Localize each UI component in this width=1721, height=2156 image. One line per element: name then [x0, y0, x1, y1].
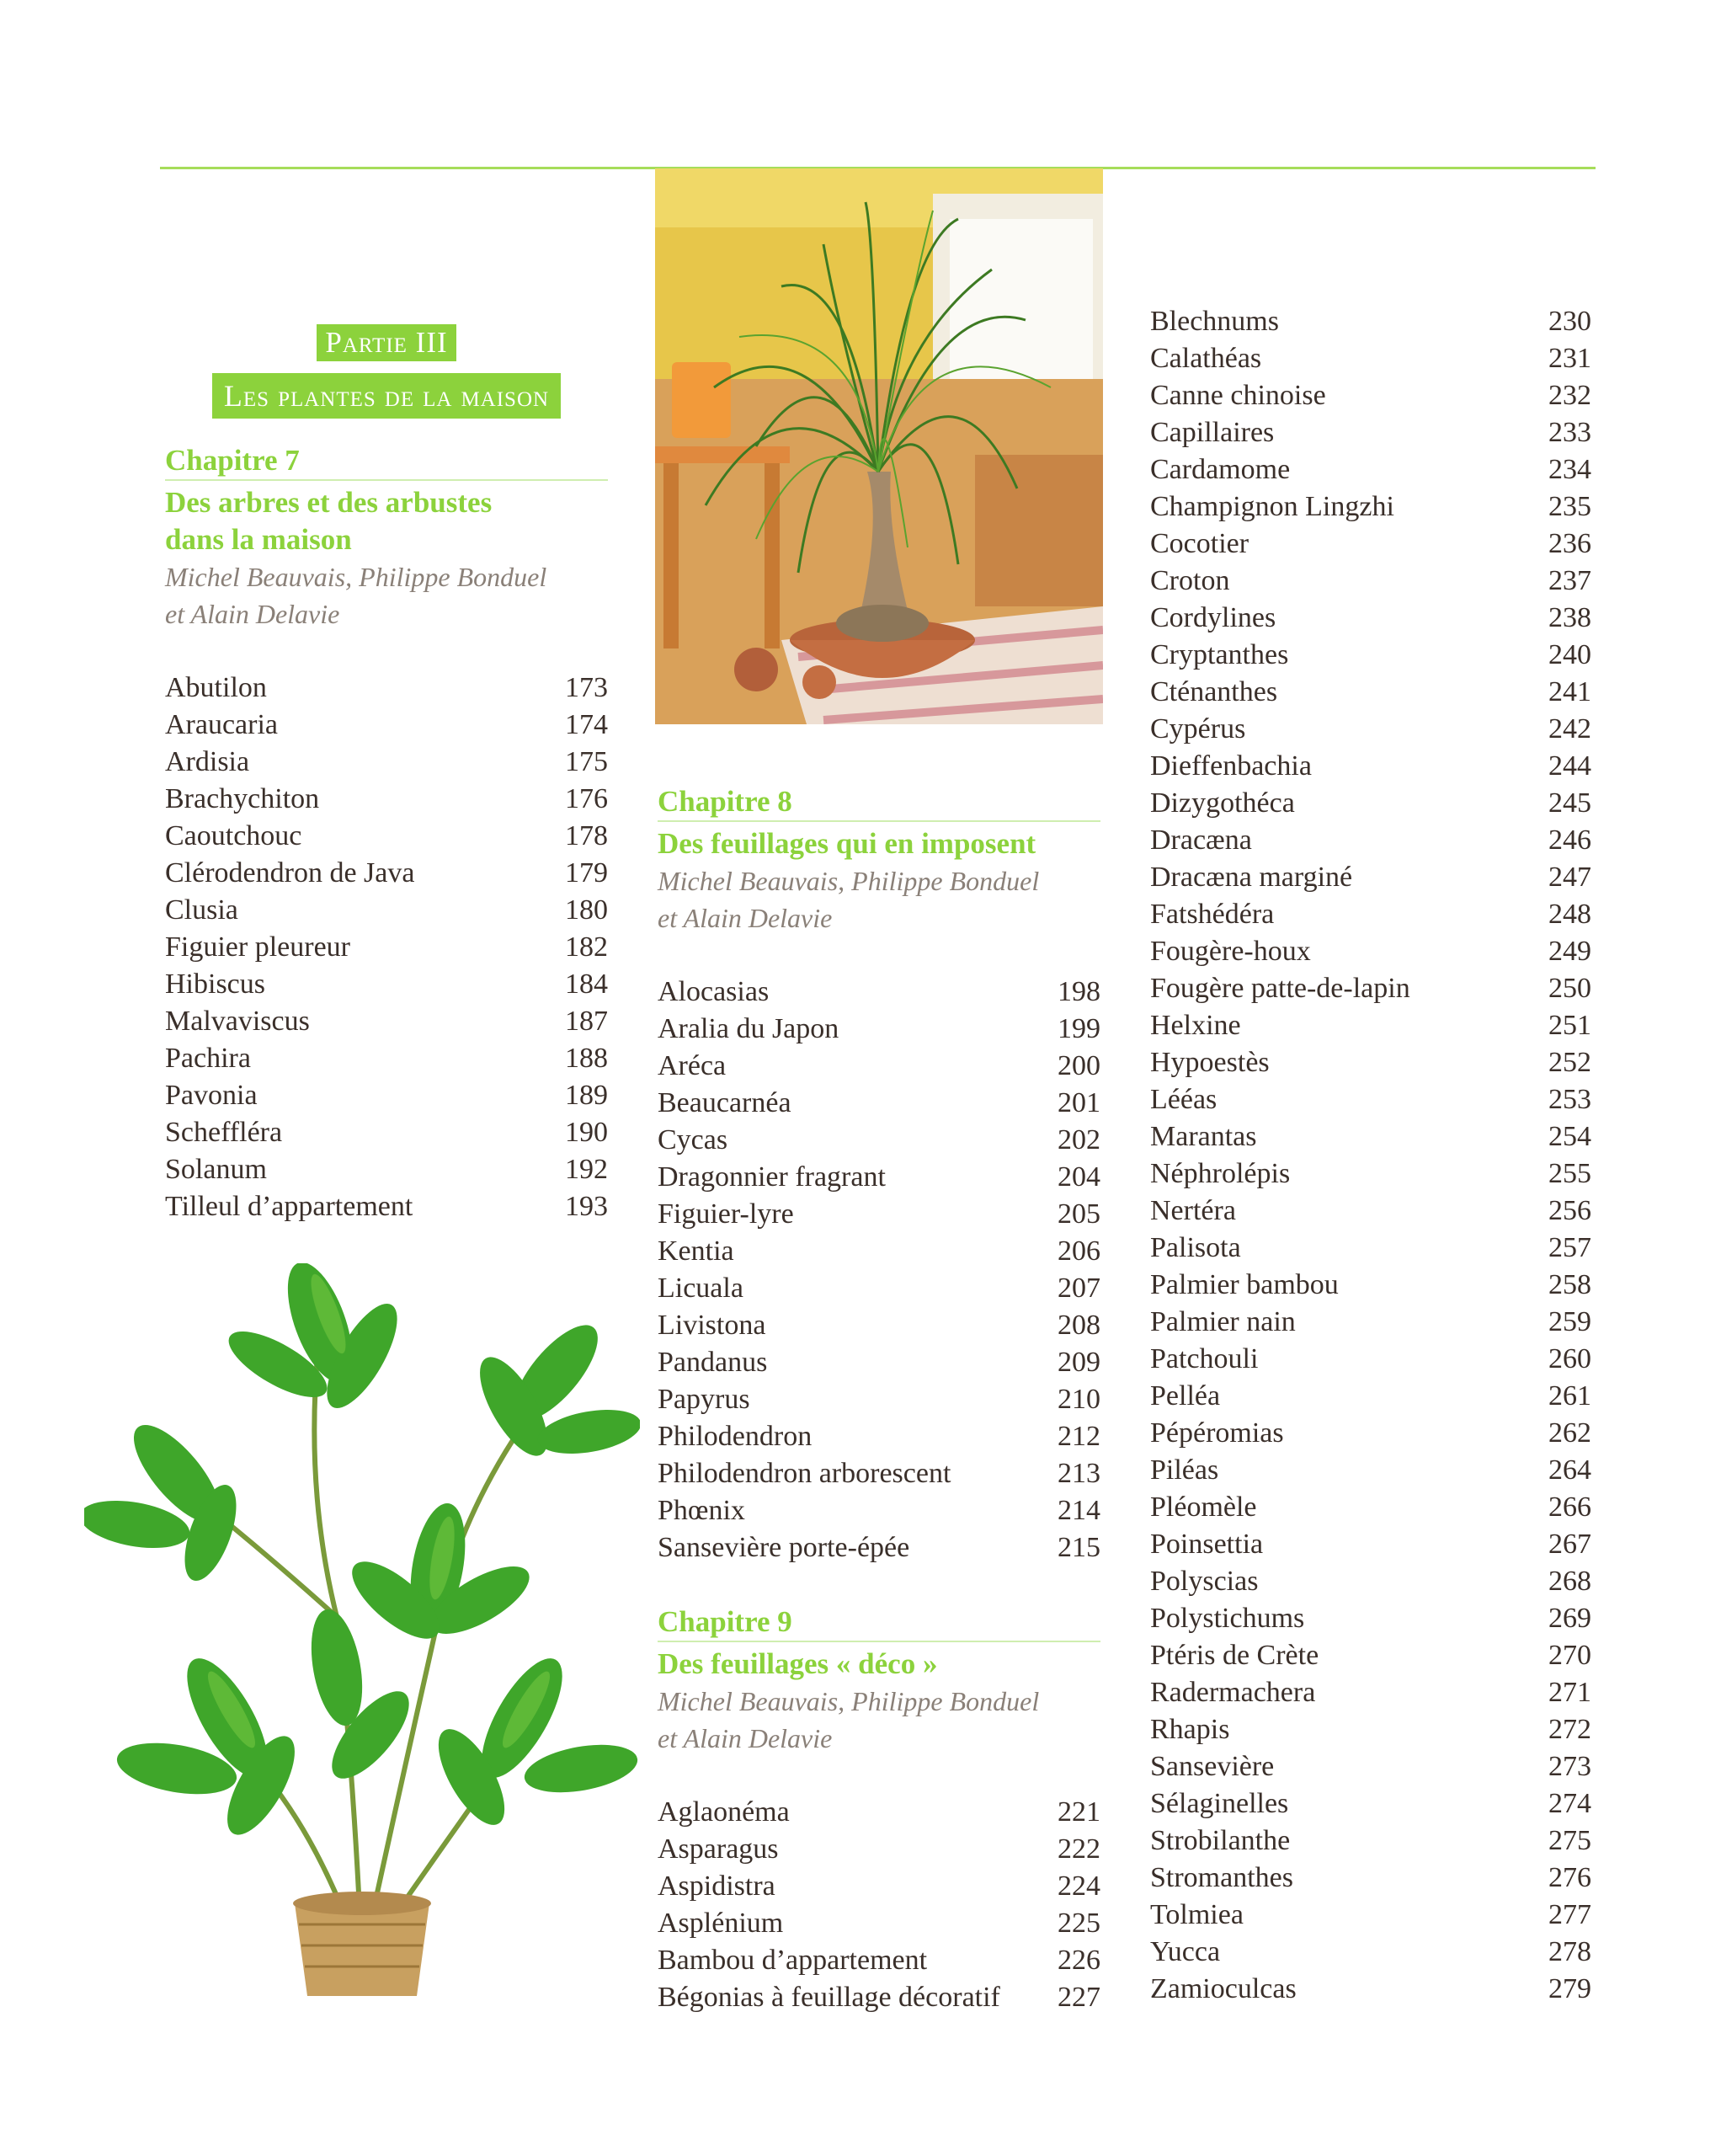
entry-list: [658, 974, 1100, 1566]
toc-entry: [1150, 1341, 1591, 1378]
toc-entry: [1150, 526, 1591, 563]
entry-name: Ptéris de Crète: [1150, 1640, 1319, 1671]
entry-name: Cténanthes: [1150, 676, 1278, 707]
entry-name: Dieffenbachia: [1150, 750, 1312, 782]
entry-name: Palisota: [1150, 1232, 1241, 1263]
entry-name: Cypérus: [1150, 713, 1246, 744]
entry-name: Phœnix: [658, 1495, 745, 1526]
chapter-label: Chapitre 9: [658, 1605, 792, 1638]
toc-entry: [1150, 1971, 1591, 2008]
entry-page-number: 269: [1548, 1603, 1591, 1634]
entry-page-number: 180: [565, 894, 608, 926]
toc-entry: [1150, 1081, 1591, 1118]
toc-entry: [658, 1159, 1100, 1196]
entry-name: Strobilanthe: [1150, 1825, 1291, 1856]
toc-entry: [658, 1233, 1100, 1270]
toc-entry: [658, 1122, 1100, 1159]
entry-page-number: 232: [1548, 380, 1591, 411]
entry-list: [1150, 303, 1591, 2008]
entry-name: Zamioculcas: [1150, 1973, 1297, 2004]
toc-entry: [658, 1455, 1100, 1492]
entry-name: Ardisia: [165, 746, 250, 777]
toc-entry: [165, 929, 608, 966]
entry-name: Aralia du Japon: [658, 1013, 839, 1044]
entry-name: Radermachera: [1150, 1677, 1316, 1708]
entry-page-number: 227: [1058, 1982, 1100, 2013]
entry-page-number: 248: [1548, 899, 1591, 930]
toc-entry: [658, 1794, 1100, 1831]
entry-name: Licuala: [658, 1273, 743, 1304]
chapter-authors: Michel Beauvais, Philippe Bonduel: [165, 562, 547, 592]
entry-page-number: 192: [565, 1154, 608, 1185]
entry-page-number: 257: [1548, 1232, 1591, 1263]
entry-page-number: 210: [1058, 1384, 1100, 1415]
entry-page-number: 237: [1548, 565, 1591, 596]
entry-page-number: 225: [1058, 1908, 1100, 1939]
entry-page-number: 278: [1548, 1936, 1591, 1967]
toc-entry: [165, 1151, 608, 1188]
toc-entry: [165, 1077, 608, 1114]
entry-name: Araucaria: [165, 709, 279, 740]
entry-name: Pachira: [165, 1043, 251, 1074]
toc-entry: [165, 818, 608, 855]
entry-page-number: 235: [1548, 491, 1591, 522]
toc-entry: [658, 1270, 1100, 1307]
entry-name: Hibiscus: [165, 969, 265, 1000]
entry-page-number: 204: [1058, 1161, 1100, 1193]
entry-name: Bambou d’appartement: [658, 1945, 928, 1976]
entry-page-number: 274: [1548, 1788, 1591, 1819]
entry-name: Philodendron: [658, 1421, 813, 1452]
toc-entry: [658, 1085, 1100, 1122]
entry-page-number: 270: [1548, 1640, 1591, 1671]
entry-name: Croton: [1150, 565, 1230, 596]
toc-entry: [165, 744, 608, 781]
entry-name: Cardamome: [1150, 454, 1291, 485]
entry-page-number: 279: [1548, 1973, 1591, 2004]
toc-entry: [658, 1529, 1100, 1566]
chapter-authors: et Alain Delavie: [165, 599, 340, 629]
entry-list: [658, 1794, 1100, 2016]
entry-page-number: 201: [1058, 1087, 1100, 1118]
toc-entry: [1150, 970, 1591, 1007]
entry-page-number: 251: [1548, 1010, 1591, 1041]
toc-entry: [1150, 674, 1591, 711]
chapter-9-continued-column: [1150, 303, 1591, 2008]
entry-page-number: 188: [565, 1043, 608, 1074]
entry-page-number: 271: [1548, 1677, 1591, 1708]
toc-entry: [658, 1048, 1100, 1085]
entry-page-number: 260: [1548, 1343, 1591, 1374]
entry-page-number: 256: [1548, 1195, 1591, 1226]
entry-name: Poinsettia: [1150, 1529, 1264, 1560]
toc-entry: [1150, 1637, 1591, 1674]
entry-name: Clusia: [165, 894, 238, 926]
entry-name: Néphrolépis: [1150, 1158, 1291, 1189]
entry-page-number: 189: [565, 1080, 608, 1111]
entry-name: Caoutchouc: [165, 820, 302, 851]
entry-name: Clérodendron de Java: [165, 857, 415, 889]
chapter-authors: et Alain Delavie: [658, 903, 833, 933]
entry-page-number: 178: [565, 820, 608, 851]
toc-entry: [1150, 414, 1591, 451]
entry-page-number: 187: [565, 1006, 608, 1037]
chapter-rule: [165, 479, 608, 481]
toc-entry: [1150, 1563, 1591, 1600]
entry-name: Capillaires: [1150, 417, 1275, 448]
toc-entry: [658, 1344, 1100, 1381]
entry-page-number: 273: [1548, 1751, 1591, 1782]
entry-name: Papyrus: [658, 1384, 750, 1415]
toc-entry: [1150, 1600, 1591, 1637]
chapter-8-9-column: [658, 783, 1100, 2016]
toc-entry: [658, 1942, 1100, 1979]
part-title: Les plantes de la maison: [212, 373, 561, 419]
toc-entry: [1150, 1118, 1591, 1155]
toc-entry: [658, 1868, 1100, 1905]
toc-entry: [165, 966, 608, 1003]
chapter-rule: [658, 820, 1100, 822]
entry-page-number: 272: [1548, 1714, 1591, 1745]
entry-page-number: 209: [1058, 1347, 1100, 1378]
entry-name: Lééas: [1150, 1084, 1217, 1115]
chapter-title: Des feuillages « déco »: [658, 1647, 938, 1680]
entry-page-number: 213: [1058, 1458, 1100, 1489]
entry-page-number: 175: [565, 746, 608, 777]
entry-name: Fougère-houx: [1150, 936, 1311, 967]
entry-name: Cycas: [658, 1124, 728, 1155]
toc-entry: [1150, 1785, 1591, 1822]
toc-entry: [1150, 563, 1591, 600]
entry-page-number: 277: [1548, 1899, 1591, 1930]
chapter-label: Chapitre 7: [165, 444, 300, 477]
entry-name: Pavonia: [165, 1080, 258, 1111]
entry-page-number: 173: [565, 672, 608, 703]
entry-page-number: 222: [1058, 1833, 1100, 1865]
chapter-rule: [658, 1641, 1100, 1642]
chapter-title: dans la maison: [165, 523, 352, 556]
entry-name: Marantas: [1150, 1121, 1257, 1152]
entry-name: Dragonnier fragrant: [658, 1161, 886, 1193]
entry-page-number: 200: [1058, 1050, 1100, 1081]
toc-entry: [658, 1011, 1100, 1048]
toc-entry: [658, 1381, 1100, 1418]
entry-page-number: 233: [1548, 417, 1591, 448]
toc-entry: [1150, 1711, 1591, 1748]
ponytail-palm-photo: [655, 168, 1103, 724]
entry-name: Sélaginelles: [1150, 1788, 1289, 1819]
toc-entry: [1150, 1489, 1591, 1526]
entry-name: Brachychiton: [165, 783, 320, 814]
potted-schefflera-photo: [84, 1263, 640, 2004]
entry-page-number: 258: [1548, 1269, 1591, 1300]
toc-entry: [165, 1040, 608, 1077]
entry-name: Dizygothéca: [1150, 787, 1295, 819]
toc-entry: [1150, 1193, 1591, 1230]
entry-page-number: 249: [1548, 936, 1591, 967]
entry-name: Polyscias: [1150, 1566, 1259, 1597]
entry-name: Canne chinoise: [1150, 380, 1326, 411]
entry-name: Yucca: [1150, 1936, 1221, 1967]
entry-name: Bégonias à feuillage décoratif: [658, 1982, 1000, 2013]
toc-entry: [1150, 637, 1591, 674]
toc-entry: [1150, 1007, 1591, 1044]
toc-entry: [658, 1196, 1100, 1233]
entry-page-number: 182: [565, 931, 608, 963]
entry-page-number: 207: [1058, 1273, 1100, 1304]
entry-name: Cordylines: [1150, 602, 1276, 633]
entry-page-number: 234: [1548, 454, 1591, 485]
entry-name: Livistona: [658, 1310, 766, 1341]
toc-entry: [165, 1188, 608, 1225]
entry-page-number: 253: [1548, 1084, 1591, 1115]
toc-entry: [1150, 1267, 1591, 1304]
entry-name: Piléas: [1150, 1454, 1219, 1486]
entry-name: Dracæna: [1150, 825, 1252, 856]
entry-name: Scheffléra: [165, 1117, 283, 1148]
toc-entry: [1150, 822, 1591, 859]
toc-entry: [165, 1003, 608, 1040]
entry-page-number: 179: [565, 857, 608, 889]
toc-entry: [1150, 1526, 1591, 1563]
entry-name: Fatshédéra: [1150, 899, 1275, 930]
entry-name: Nertéra: [1150, 1195, 1236, 1226]
toc-entry: [1150, 1860, 1591, 1897]
entry-name: Figuier pleureur: [165, 931, 350, 963]
entry-name: Sansevière porte-épée: [658, 1532, 910, 1563]
entry-page-number: 266: [1548, 1492, 1591, 1523]
toc-entry: [1150, 340, 1591, 377]
toc-entry: [1150, 748, 1591, 785]
entry-page-number: 252: [1548, 1047, 1591, 1078]
entry-name: Pandanus: [658, 1347, 768, 1378]
toc-entry: [165, 781, 608, 818]
toc-entry: [658, 1418, 1100, 1455]
chapter-label: Chapitre 8: [658, 785, 792, 818]
entry-page-number: 240: [1548, 639, 1591, 670]
entry-page-number: 254: [1548, 1121, 1591, 1152]
entry-page-number: 206: [1058, 1235, 1100, 1267]
entry-page-number: 241: [1548, 676, 1591, 707]
entry-page-number: 261: [1548, 1380, 1591, 1412]
entry-page-number: 221: [1058, 1796, 1100, 1828]
toc-entry: [165, 670, 608, 707]
toc-entry: [658, 1905, 1100, 1942]
entry-page-number: 259: [1548, 1306, 1591, 1337]
entry-name: Aspidistra: [658, 1870, 775, 1902]
entry-page-number: 264: [1548, 1454, 1591, 1486]
toc-entry: [1150, 1415, 1591, 1452]
chapter-title: Des arbres et des arbustes: [165, 486, 493, 519]
toc-entry: [165, 855, 608, 892]
entry-name: Champignon Lingzhi: [1150, 491, 1394, 522]
entry-page-number: 190: [565, 1117, 608, 1148]
entry-name: Calathéas: [1150, 343, 1262, 374]
entry-name: Stromanthes: [1150, 1862, 1293, 1893]
toc-entry: [1150, 377, 1591, 414]
entry-name: Blechnums: [1150, 306, 1279, 337]
entry-page-number: 236: [1548, 528, 1591, 559]
toc-entry: [1150, 488, 1591, 526]
toc-entry: [658, 1307, 1100, 1344]
toc-entry: [658, 1492, 1100, 1529]
chapter-authors: Michel Beauvais, Philippe Bonduel: [658, 866, 1040, 896]
toc-entry: [1150, 1897, 1591, 1934]
toc-entry: [1150, 1044, 1591, 1081]
toc-entry: [1150, 1822, 1591, 1860]
toc-entry: [1150, 896, 1591, 933]
entry-name: Cryptanthes: [1150, 639, 1289, 670]
chapter-authors: Michel Beauvais, Philippe Bonduel: [658, 1686, 1040, 1716]
toc-entry: [165, 892, 608, 929]
entry-name: Kentia: [658, 1235, 734, 1267]
toc-entry: [1150, 1452, 1591, 1489]
entry-page-number: 205: [1058, 1198, 1100, 1230]
entry-name: Patchouli: [1150, 1343, 1259, 1374]
toc-entry: [1150, 1230, 1591, 1267]
entry-name: Figuier-lyre: [658, 1198, 794, 1230]
entry-name: Pépéromias: [1150, 1417, 1284, 1449]
entry-page-number: 238: [1548, 602, 1591, 633]
toc-entry: [658, 1979, 1100, 2016]
toc-entry: [1150, 600, 1591, 637]
entry-page-number: 276: [1548, 1862, 1591, 1893]
entry-page-number: 214: [1058, 1495, 1100, 1526]
entry-page-number: 224: [1058, 1870, 1100, 1902]
toc-entry: [1150, 933, 1591, 970]
entry-name: Pléomèle: [1150, 1492, 1257, 1523]
entry-page-number: 174: [565, 709, 608, 740]
entry-page-number: 199: [1058, 1013, 1100, 1044]
entry-page-number: 212: [1058, 1421, 1100, 1452]
entry-page-number: 267: [1548, 1529, 1591, 1560]
entry-page-number: 208: [1058, 1310, 1100, 1341]
entry-name: Beaucarnéa: [658, 1087, 791, 1118]
chapter-authors: et Alain Delavie: [658, 1723, 833, 1753]
entry-name: Malvaviscus: [165, 1006, 310, 1037]
toc-entry: [165, 1114, 608, 1151]
entry-name: Sansevière: [1150, 1751, 1275, 1782]
entry-page-number: 242: [1548, 713, 1591, 744]
entry-page-number: 198: [1058, 976, 1100, 1007]
toc-entry: [658, 1831, 1100, 1868]
entry-page-number: 275: [1548, 1825, 1591, 1856]
entry-page-number: 245: [1548, 787, 1591, 819]
toc-entry: [1150, 1748, 1591, 1785]
entry-name: Aglaonéma: [658, 1796, 790, 1828]
entry-page-number: 268: [1548, 1566, 1591, 1597]
entry-name: Aréca: [658, 1050, 727, 1081]
entry-name: Philodendron arborescent: [658, 1458, 951, 1489]
chapter-title: Des feuillages qui en imposent: [658, 827, 1036, 860]
toc-entry: [1150, 1674, 1591, 1711]
entry-name: Dracæna marginé: [1150, 862, 1353, 893]
chapter-7-column: [165, 324, 608, 1225]
entry-page-number: 226: [1058, 1945, 1100, 1976]
entry-name: Cocotier: [1150, 528, 1249, 559]
entry-name: Alocasias: [658, 976, 770, 1007]
entry-page-number: 184: [565, 969, 608, 1000]
entry-name: Solanum: [165, 1154, 267, 1185]
toc-entry: [1150, 711, 1591, 748]
toc-entry: [1150, 451, 1591, 488]
entry-name: Pelléa: [1150, 1380, 1221, 1412]
entry-page-number: 231: [1548, 343, 1591, 374]
entry-name: Fougère patte-de-lapin: [1150, 973, 1410, 1004]
entry-page-number: 176: [565, 783, 608, 814]
toc-entry: [1150, 1378, 1591, 1415]
entry-name: Helxine: [1150, 1010, 1241, 1041]
entry-name: Polystichums: [1150, 1603, 1305, 1634]
toc-entry: [1150, 1304, 1591, 1341]
entry-page-number: 244: [1548, 750, 1591, 782]
toc-entry: [1150, 859, 1591, 896]
entry-page-number: 215: [1058, 1532, 1100, 1563]
entry-name: Asplénium: [658, 1908, 784, 1939]
entry-name: Asparagus: [658, 1833, 779, 1865]
entry-page-number: 202: [1058, 1124, 1100, 1155]
entry-page-number: 246: [1548, 825, 1591, 856]
toc-entry: [1150, 303, 1591, 340]
part-number: Partie III: [317, 324, 456, 361]
entry-name: Tolmiea: [1150, 1899, 1244, 1930]
toc-entry: [165, 707, 608, 744]
entry-name: Hypoestès: [1150, 1047, 1270, 1078]
toc-entry: [1150, 785, 1591, 822]
toc-entry: [1150, 1934, 1591, 1971]
entry-page-number: 262: [1548, 1417, 1591, 1449]
entry-page-number: 193: [565, 1191, 608, 1222]
entry-name: Palmier bambou: [1150, 1269, 1339, 1300]
entry-list: [165, 670, 608, 1225]
toc-entry: [658, 974, 1100, 1011]
entry-name: Abutilon: [165, 672, 267, 703]
entry-page-number: 255: [1548, 1158, 1591, 1189]
entry-name: Rhapis: [1150, 1714, 1230, 1745]
entry-name: Tilleul d’appartement: [165, 1191, 413, 1222]
entry-page-number: 250: [1548, 973, 1591, 1004]
entry-page-number: 247: [1548, 862, 1591, 893]
entry-name: Palmier nain: [1150, 1306, 1296, 1337]
entry-page-number: 230: [1548, 306, 1591, 337]
toc-entry: [1150, 1155, 1591, 1193]
